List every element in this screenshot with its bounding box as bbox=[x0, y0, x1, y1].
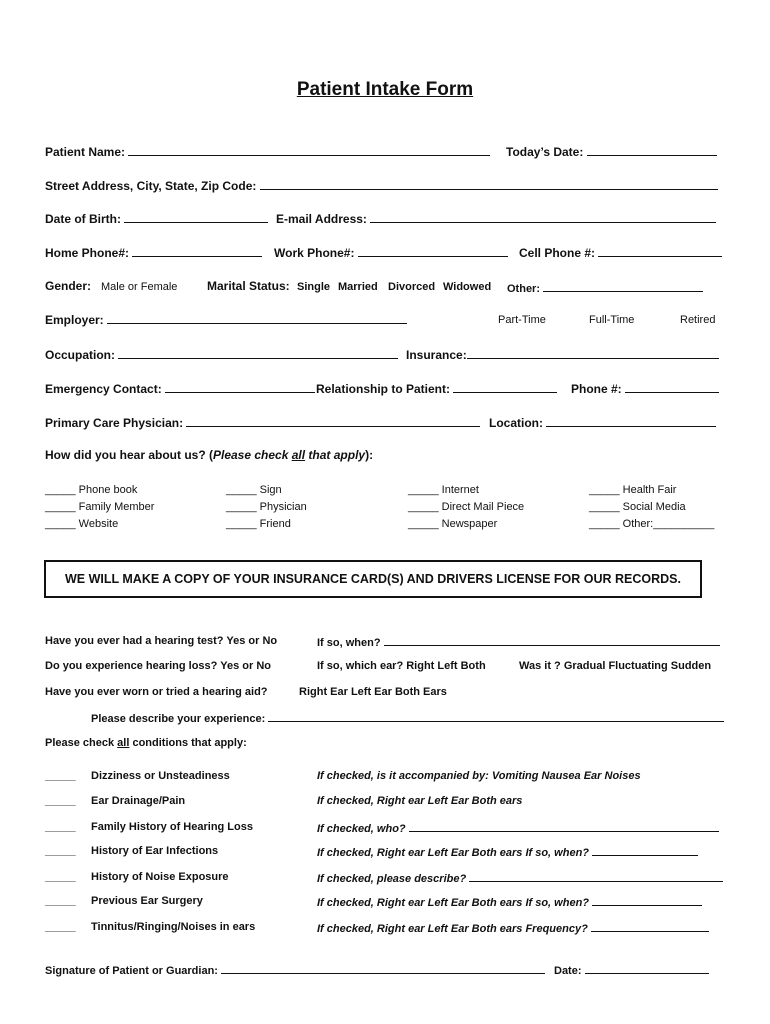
location-field[interactable] bbox=[546, 415, 716, 427]
signature-field[interactable] bbox=[221, 962, 545, 974]
emergency-contact-label: Emergency Contact: bbox=[45, 381, 315, 396]
cell-phone-label: Cell Phone #: bbox=[519, 245, 722, 260]
referral-option[interactable]: _____ Health Fair bbox=[589, 484, 677, 496]
condition-name: Tinnitus/Ringing/Noises in ears bbox=[91, 921, 256, 933]
page-title: Patient Intake Form bbox=[296, 79, 474, 100]
condition-detail-row: If checked, Right ear Left Ear Both ears Frequency? bbox=[317, 920, 709, 936]
marital-option-single[interactable]: Single bbox=[297, 281, 331, 293]
marital-option-widowed[interactable]: Widowed bbox=[443, 281, 492, 293]
occupation-field[interactable] bbox=[118, 347, 398, 359]
pcp-label: Primary Care Physician: bbox=[45, 415, 480, 430]
cell-phone-field[interactable] bbox=[598, 245, 722, 257]
referral-option[interactable]: _____ Family Member bbox=[45, 501, 155, 513]
employer-label: Employer: bbox=[45, 312, 407, 327]
condition-name: Ear Drainage/Pain bbox=[91, 795, 186, 807]
condition-checkbox[interactable]: _____ bbox=[45, 795, 76, 807]
marital-other-label: Other: bbox=[507, 280, 703, 296]
hearing-loss-question: Do you experience hearing loss? Yes or No bbox=[45, 660, 271, 672]
email-label: E-mail Address: bbox=[276, 211, 716, 226]
employment-retired[interactable]: Retired bbox=[680, 314, 716, 326]
relationship-label: Relationship to Patient: bbox=[316, 381, 557, 396]
marital-status-label: Marital Status: bbox=[207, 279, 290, 293]
condition-name: History of Noise Exposure bbox=[91, 871, 229, 883]
signature-label: Signature of Patient or Guardian: bbox=[45, 962, 545, 978]
family-history-field[interactable] bbox=[409, 820, 719, 832]
patient-name-field[interactable] bbox=[128, 144, 490, 156]
home-phone-label: Home Phone#: bbox=[45, 245, 262, 260]
hearing-aid-question: Have you ever worn or tried a hearing aid? bbox=[45, 686, 268, 698]
referral-option[interactable]: _____ Friend bbox=[226, 518, 291, 530]
referral-col-2 bbox=[226, 482, 307, 533]
hearing-test-question: Have you ever had a hearing test? Yes or No bbox=[45, 635, 278, 647]
todays-date-label: Today’s Date: bbox=[506, 144, 717, 159]
noise-exposure-field[interactable] bbox=[469, 870, 723, 882]
condition-checkbox[interactable]: _____ bbox=[45, 921, 76, 933]
condition-checkbox[interactable]: _____ bbox=[45, 845, 76, 857]
condition-name: Family History of Hearing Loss bbox=[91, 821, 253, 833]
referral-option[interactable]: _____ Sign bbox=[226, 484, 282, 496]
email-field[interactable] bbox=[370, 211, 716, 223]
referral-option[interactable]: _____ Direct Mail Piece bbox=[408, 501, 525, 513]
referral-option[interactable]: _____ Newspaper bbox=[408, 518, 498, 530]
referral-option[interactable]: _____ Physician bbox=[226, 501, 307, 513]
todays-date-field[interactable] bbox=[587, 144, 717, 156]
referral-col-4 bbox=[589, 482, 714, 533]
referral-option[interactable]: _____ Phone book bbox=[45, 484, 138, 496]
condition-detail-row: If checked, Right ear Left Ear Both ears If so, when? bbox=[317, 894, 702, 910]
referral-option[interactable]: _____ Other:__________ bbox=[589, 518, 715, 530]
referral-option[interactable]: _____ Social Media bbox=[589, 501, 686, 513]
condition-checkbox[interactable]: _____ bbox=[45, 770, 76, 782]
tinnitus-frequency-field[interactable] bbox=[591, 920, 709, 932]
marital-option-divorced[interactable]: Divorced bbox=[388, 281, 436, 293]
condition-detail-row: If checked, please describe? bbox=[317, 870, 723, 886]
signature-date-field[interactable] bbox=[585, 962, 709, 974]
employer-field[interactable] bbox=[107, 312, 407, 324]
ear-infection-when-field[interactable] bbox=[592, 844, 698, 856]
occupation-label: Occupation: bbox=[45, 347, 398, 362]
condition-checkbox[interactable]: _____ bbox=[45, 821, 76, 833]
relationship-field[interactable] bbox=[453, 381, 557, 393]
referral-col-1 bbox=[45, 482, 154, 533]
condition-checkbox[interactable]: _____ bbox=[45, 871, 76, 883]
pcp-field[interactable] bbox=[186, 415, 480, 427]
insurance-field[interactable] bbox=[467, 347, 719, 359]
insurance-label: Insurance: bbox=[406, 347, 719, 362]
referral-option[interactable]: _____ Internet bbox=[408, 484, 479, 496]
work-phone-field[interactable] bbox=[358, 245, 508, 257]
referral-question: How did you hear about us? (Please check all that apply): bbox=[45, 448, 374, 462]
experience-label: Please describe your experience: bbox=[91, 710, 724, 726]
condition-name: Dizziness or Unsteadiness bbox=[91, 770, 230, 782]
home-phone-field[interactable] bbox=[132, 245, 262, 257]
condition-checkbox[interactable]: _____ bbox=[45, 895, 76, 907]
referral-col-3 bbox=[408, 482, 524, 533]
condition-detail: If checked, is it accompanied by: Vomiting Nausea Ear Noises bbox=[317, 770, 641, 782]
gender-options[interactable]: Male or Female bbox=[101, 281, 178, 293]
emergency-contact-field[interactable] bbox=[165, 381, 315, 393]
emergency-phone-field[interactable] bbox=[625, 381, 719, 393]
emergency-phone-label: Phone #: bbox=[571, 381, 719, 396]
referral-option[interactable]: _____ Website bbox=[45, 518, 119, 530]
condition-detail-row: If checked, Right ear Left Ear Both ears If so, when? bbox=[317, 844, 698, 860]
hearing-test-when-field[interactable] bbox=[384, 634, 720, 646]
location-label: Location: bbox=[489, 415, 716, 430]
hearing-loss-ear: If so, which ear? Right Left Both bbox=[317, 660, 486, 672]
dob-field[interactable] bbox=[124, 211, 268, 223]
hearing-test-when-label: If so, when? bbox=[317, 634, 720, 650]
ear-surgery-when-field[interactable] bbox=[592, 894, 702, 906]
condition-detail: If checked, Right ear Left Ear Both ears bbox=[317, 795, 523, 807]
hearing-loss-onset: Was it ? Gradual Fluctuating Sudden bbox=[519, 660, 712, 672]
dob-label: Date of Birth: bbox=[45, 211, 268, 226]
patient-name-label: Patient Name: bbox=[45, 144, 490, 159]
condition-detail-row: If checked, who? bbox=[317, 820, 719, 836]
insurance-notice-box: WE WILL MAKE A COPY OF YOUR INSURANCE CARD(S) AND DRIVERS LICENSE FOR OUR RECORDS. bbox=[44, 560, 702, 598]
signature-date-label: Date: bbox=[554, 962, 709, 978]
employment-full-time[interactable]: Full-Time bbox=[589, 314, 635, 326]
work-phone-label: Work Phone#: bbox=[274, 245, 508, 260]
condition-name: History of Ear Infections bbox=[91, 845, 219, 857]
marital-option-married[interactable]: Married bbox=[338, 281, 378, 293]
marital-other-field[interactable] bbox=[543, 280, 703, 292]
gender-label: Gender: bbox=[45, 279, 92, 293]
address-label: Street Address, City, State, Zip Code: bbox=[45, 178, 718, 193]
condition-name: Previous Ear Surgery bbox=[91, 895, 203, 907]
conditions-instructions: Please check all conditions that apply: bbox=[45, 737, 247, 749]
employment-part-time[interactable]: Part-Time bbox=[498, 314, 546, 326]
experience-field[interactable] bbox=[268, 710, 724, 722]
address-field[interactable] bbox=[260, 178, 718, 190]
hearing-aid-ears: Right Ear Left Ear Both Ears bbox=[299, 686, 447, 698]
